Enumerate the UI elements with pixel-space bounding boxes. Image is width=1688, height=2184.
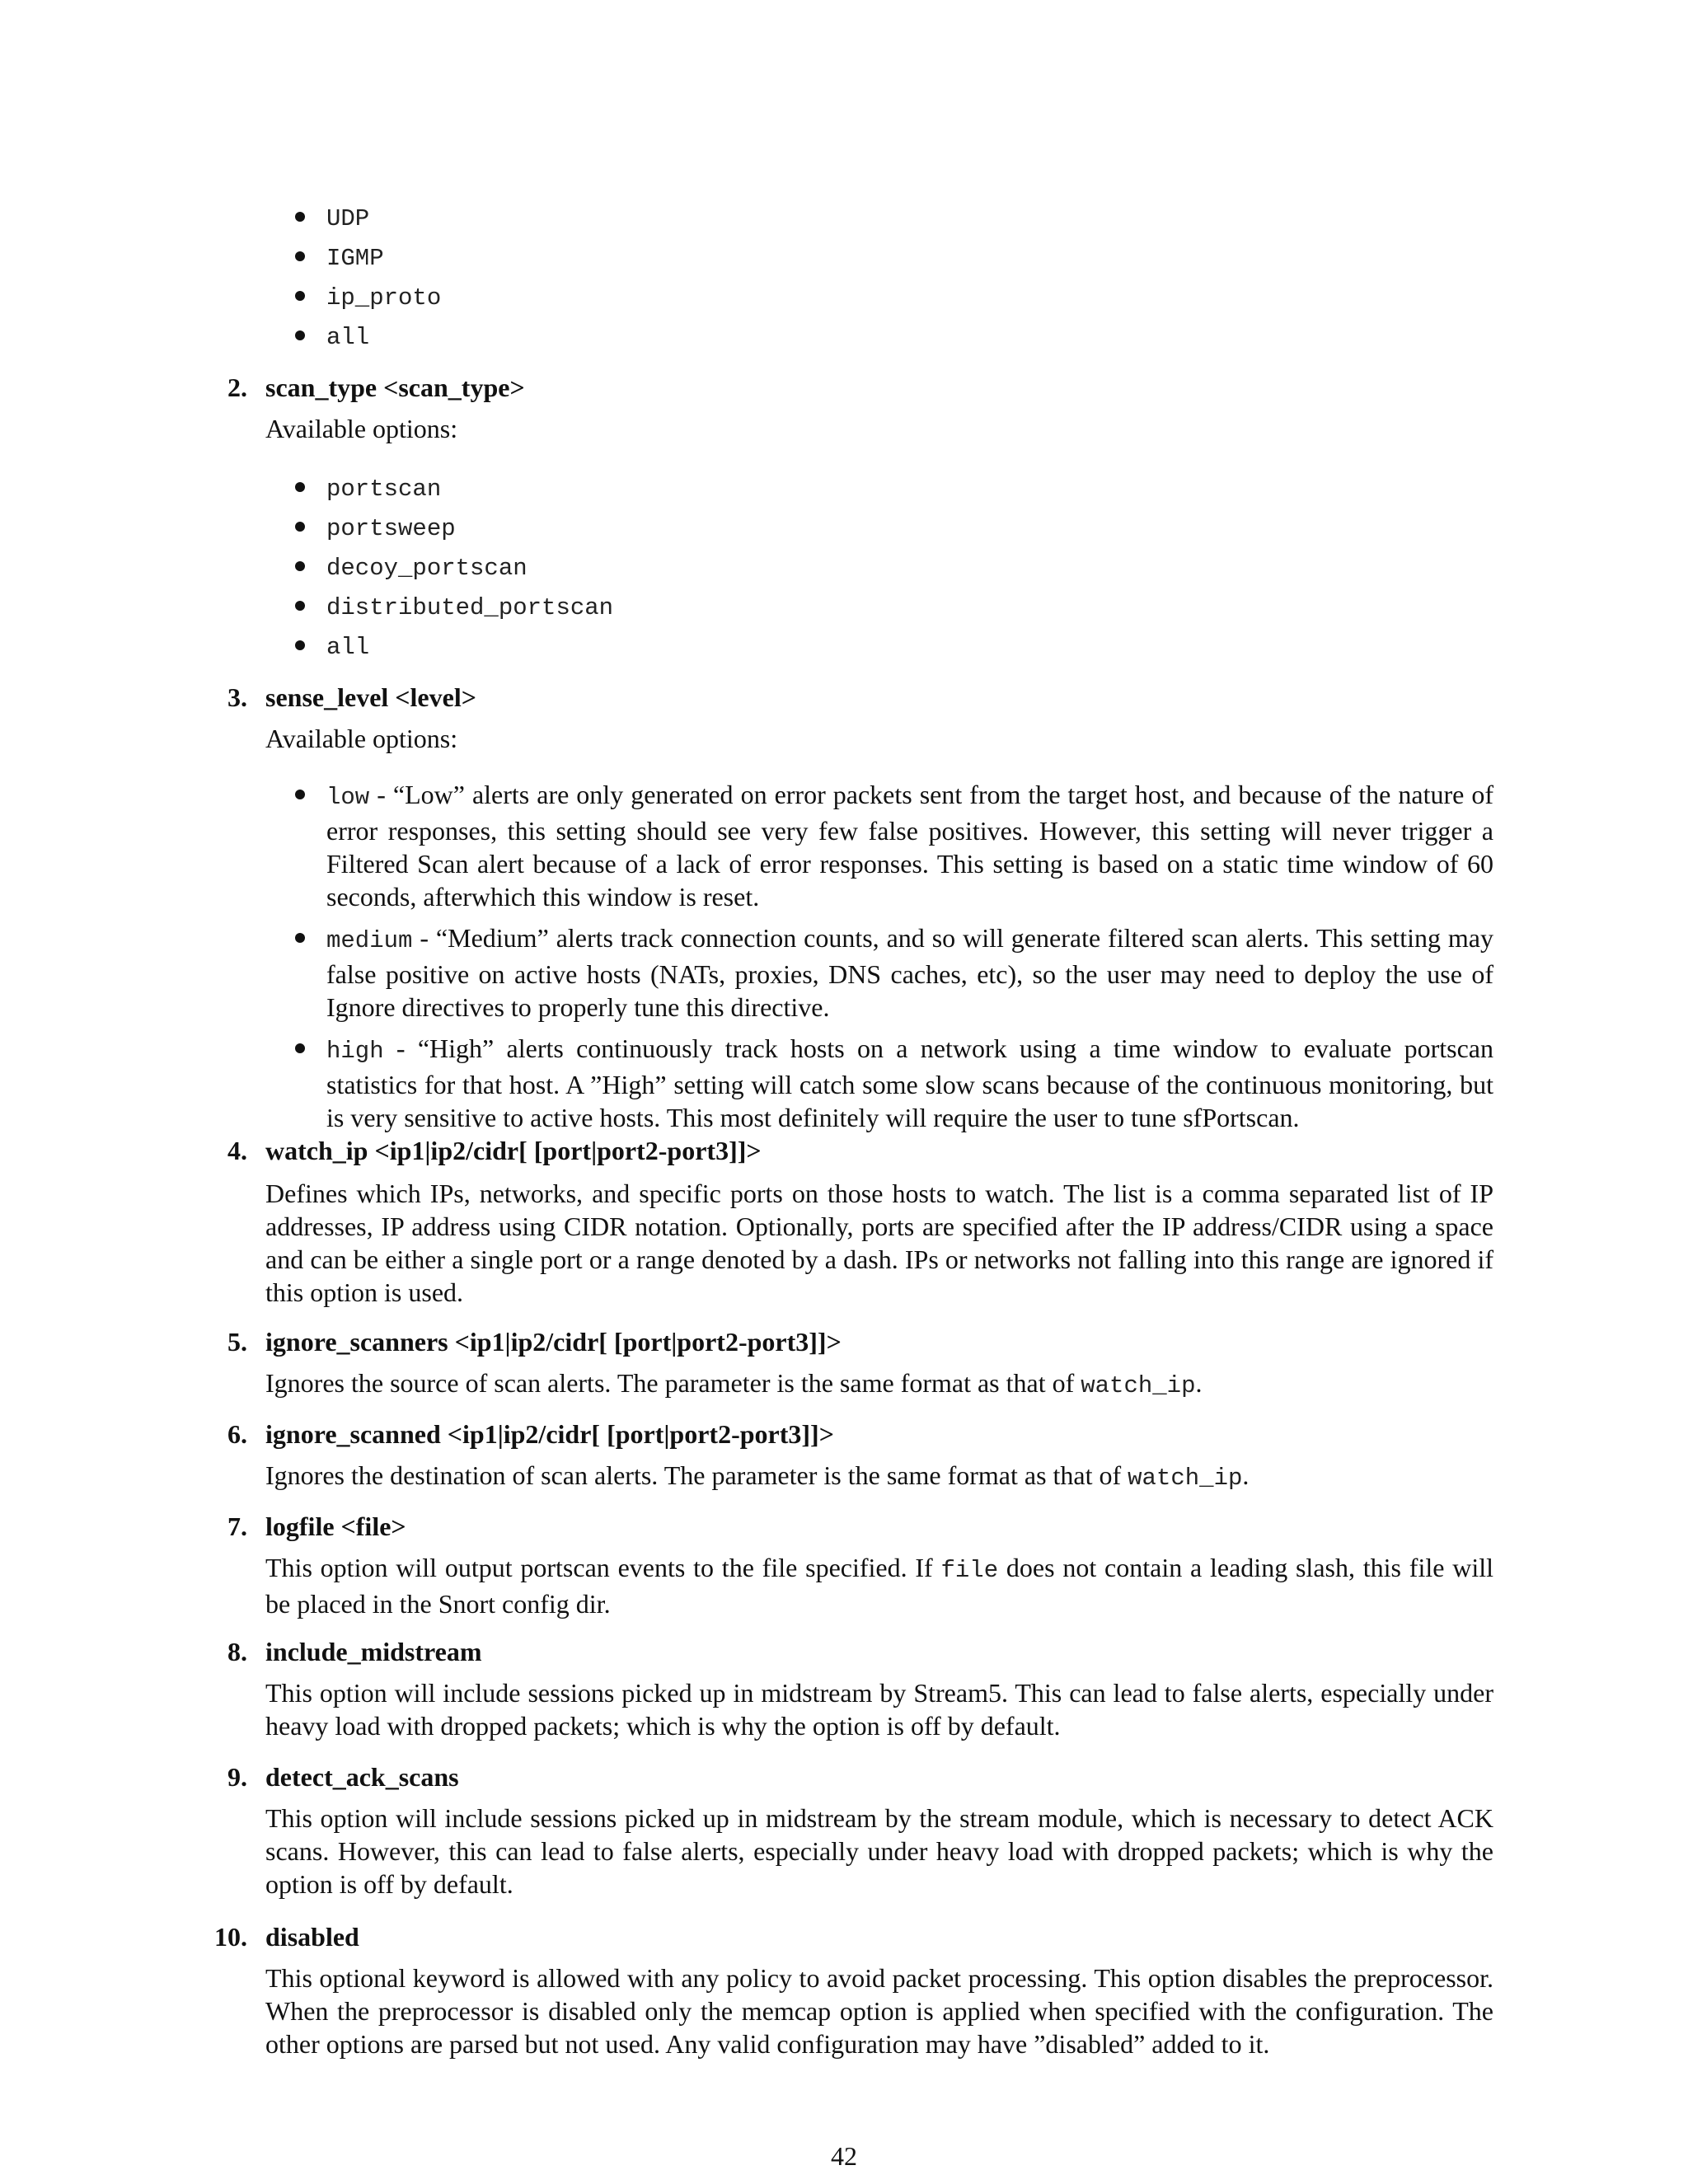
bullet-icon	[295, 251, 305, 261]
bullet-icon	[295, 601, 305, 611]
list-item: portscan	[295, 466, 613, 506]
item-heading-watch-ip: 4. watch_ip <ip1|ip2/cidr[ [port|port2-port3]]>	[227, 1136, 762, 1165]
list-item: UDP	[295, 196, 441, 236]
bullet-icon	[295, 790, 305, 799]
bullet-icon	[295, 522, 305, 532]
page-number: 42	[831, 2141, 857, 2171]
sense-level-options-list	[295, 778, 1493, 1142]
item-description: This option will include sessions picked up in midstream by the stream module, which is necessary to detect ACK scans. However, this can lead to false alerts, especially under heavy load with dropped packets; which is why the option is off by default.	[265, 1803, 1493, 1899]
bullet-icon	[295, 212, 305, 222]
bullet-icon	[295, 330, 305, 340]
item-heading-include-midstream: 8. include_midstream	[227, 1637, 482, 1666]
list-item: decoy_portscan	[295, 546, 613, 585]
item-heading-ignore-scanned: 6. ignore_scanned <ip1|ip2/cidr[ [port|port2-port3]]>	[227, 1419, 834, 1449]
protocol-options-list	[295, 196, 441, 354]
bullet-icon	[295, 561, 305, 571]
item-intro: Available options:	[265, 414, 458, 443]
item-description: This optional keyword is allowed with any policy to avoid packet processing. This option disables the preprocessor. When the preprocessor is disabled only the memcap option is applied when specified with the configuration. The other options are parsed but not used. Any valid configuration may have ”disabled” added to it.	[265, 1963, 1493, 2059]
item-heading-logfile: 7. logfile <file>	[227, 1511, 406, 1541]
list-item: high - “High” alerts continuously track hosts on a network using a time window to evaluate portscan statistics for that host. A ”High” setting will catch some slow scans because of the continuous monitoring, but is very sensitive to active hosts. This most definitely will require the user to tune sfPortscan.	[295, 1032, 1493, 1134]
bullet-icon	[295, 482, 305, 492]
list-item: IGMP	[295, 236, 441, 275]
scan-type-options-list	[295, 466, 613, 664]
list-item: medium - “Medium” alerts track connection counts, and so will generate filtered scan alerts. This setting may false positive on active hosts (NATs, proxies, DNS caches, etc), so the user may need to deploy the use of Ignore directives to properly tune this directive.	[295, 921, 1493, 1024]
list-item: all	[295, 315, 441, 354]
bullet-icon	[295, 291, 305, 301]
list-item: portsweep	[295, 506, 613, 546]
item-heading-detect-ack-scans: 9. detect_ack_scans	[227, 1762, 459, 1792]
list-item: low - “Low” alerts are only generated on error packets sent from the target host, and because of the nature of error responses, this setting should see very few false positives. However, this setting will never trigger a Filtered Scan alert because of a lack of error responses. This setting is based on a static time window of 60 seconds, afterwhich this window is reset.	[295, 778, 1493, 913]
bullet-icon	[295, 933, 305, 943]
item-description: Defines which IPs, networks, and specific ports on those hosts to watch. The list is a comma separated list of IP addresses, IP address using CIDR notation. Optionally, ports are specified after the IP address/CIDR using a space and can be either a single port or a range denoted by a dash. IPs or networks not falling into this range are ignored if this option is used.	[265, 1179, 1493, 1307]
bullet-icon	[295, 640, 305, 650]
item-heading-sense-level: 3. sense_level <level>	[227, 682, 476, 712]
item-intro: Available options:	[265, 724, 458, 753]
item-description: This option will include sessions picked up in midstream by Stream5. This can lead to false alerts, especially under heavy load with dropped packets; which is why the option is off by default.	[265, 1678, 1493, 1741]
item-description: Ignores the source of scan alerts. The parameter is the same format as that of watch_ip.	[265, 1368, 1203, 1399]
item-heading-ignore-scanners: 5. ignore_scanners <ip1|ip2/cidr[ [port|port2-port3]]>	[227, 1327, 842, 1357]
item-heading-scan-type: 2. scan_type <scan_type>	[227, 373, 525, 402]
item-description: This option will output portscan events to the file specified. If file does not contain a leading slash, this file will be placed in the Snort config dir.	[265, 1553, 1494, 1619]
item-heading-disabled: 10. disabled	[214, 1922, 359, 1952]
list-item: ip_proto	[295, 275, 441, 315]
list-item: all	[295, 625, 613, 664]
bullet-icon	[295, 1043, 305, 1053]
list-item: distributed_portscan	[295, 585, 613, 625]
item-description: Ignores the destination of scan alerts. The parameter is the same format as that of watch_ip.	[265, 1460, 1250, 1492]
